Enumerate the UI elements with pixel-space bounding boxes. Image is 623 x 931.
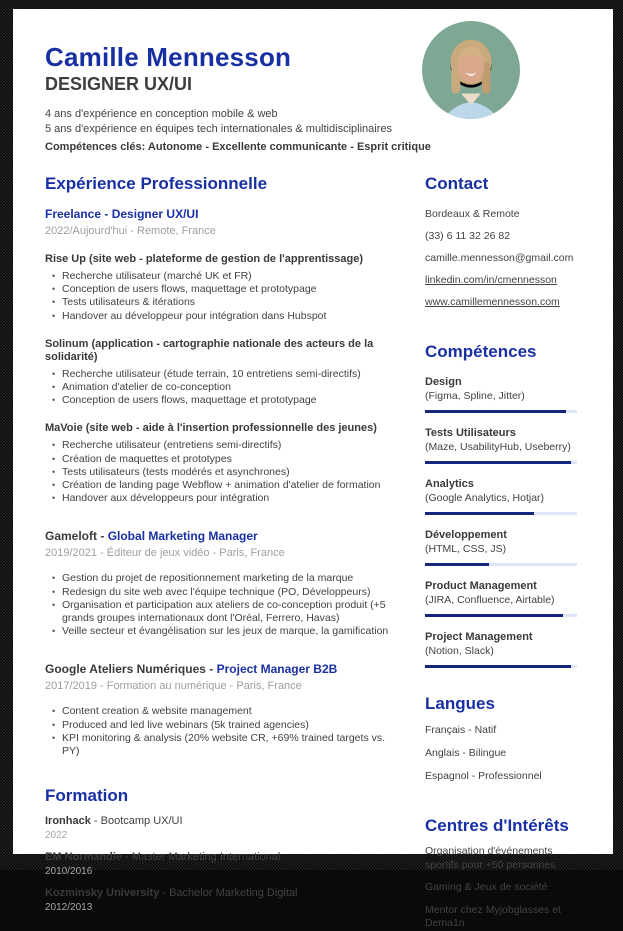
job-entry xyxy=(45,207,397,505)
skill-level-bar xyxy=(425,563,577,566)
key-skills-line: Compétences clés: Autonome - Excellente communicante - Esprit critique xyxy=(45,141,431,153)
contact-link[interactable]: linkedin.com/in/cmennesson xyxy=(425,274,557,286)
interets-section xyxy=(425,816,577,931)
skill-item xyxy=(425,376,577,413)
skill-level-bar xyxy=(425,410,577,413)
bullet-icon: • xyxy=(52,493,56,504)
bullet-text: Animation d'atelier de co-conception xyxy=(62,381,231,394)
bullet-text: Création de landing page Webflow + animation d'atelier de formation xyxy=(62,479,381,492)
skill-level-bar xyxy=(425,512,577,515)
person-name: Camille Mennesson xyxy=(45,42,292,72)
skill-level-bar xyxy=(425,614,577,617)
bullet-item xyxy=(45,310,397,323)
job-meta: 2017/2019 - Formation au numérique - Paris, France xyxy=(45,680,302,693)
bullet-text: Conception de users flows, maquettage et prototypage xyxy=(62,283,317,296)
resume-page xyxy=(13,9,613,929)
bullet-item xyxy=(45,572,397,585)
education-line xyxy=(45,887,397,900)
education-years: 2010/2016 xyxy=(45,866,93,878)
contact-lines xyxy=(425,208,577,309)
education-degree: - Bootcamp UX/UI xyxy=(90,815,183,828)
education-item xyxy=(45,815,397,842)
competences-heading: Compétences xyxy=(425,342,537,361)
job-entry xyxy=(45,529,397,638)
bullet-item xyxy=(45,453,397,466)
formation-items xyxy=(45,815,397,914)
skills-list xyxy=(425,376,577,668)
education-school: Kozminsky University xyxy=(45,887,160,900)
language-line: Espagnol - Professionnel xyxy=(425,770,542,782)
right-column xyxy=(425,174,577,931)
bullet-list xyxy=(45,368,397,408)
bullet-item xyxy=(45,625,397,638)
language-line: Anglais - Bilingue xyxy=(425,747,507,759)
langues-heading: Langues xyxy=(425,694,495,713)
summary-line: 5 ans d'expérience en équipes tech internationales & multidisciplinaires xyxy=(45,123,392,135)
job-meta: 2019/2021 - Éditeur de jeux vidéo - Paris, France xyxy=(45,547,285,560)
bullet-icon: • xyxy=(52,706,56,717)
content-columns xyxy=(13,174,613,931)
bullet-text: Conception de users flows, maquettage et prototypage xyxy=(62,394,317,407)
bullet-item xyxy=(45,466,397,479)
bullet-icon: • xyxy=(52,453,56,464)
bullet-icon: • xyxy=(52,626,56,637)
skill-tools: (Figma, Spline, Jitter) xyxy=(425,390,525,402)
bullet-text: Recherche utilisateur (marché UK et FR) xyxy=(62,270,252,282)
education-line xyxy=(45,815,397,828)
bullet-icon: • xyxy=(52,271,56,281)
bullet-item xyxy=(45,599,397,625)
skill-level-fill xyxy=(425,665,571,668)
job-role: Project Manager B2B xyxy=(216,662,338,677)
skill-level-fill xyxy=(425,410,566,413)
education-years: 2012/2013 xyxy=(45,902,93,914)
experience-heading: Expérience Professionnelle xyxy=(45,174,268,193)
job-company: Google Ateliers Numériques xyxy=(45,662,206,677)
bullet-item xyxy=(45,439,397,452)
job-title-separator: - xyxy=(97,529,108,544)
bullet-item xyxy=(45,586,397,599)
job-title-separator: - xyxy=(205,662,217,677)
education-degree: - Bachelor Marketing Digital xyxy=(159,887,298,900)
interets-heading: Centres d'Intérêts xyxy=(425,816,569,835)
interets-list xyxy=(425,845,577,931)
contact-line: Bordeaux & Remote xyxy=(425,208,520,220)
job-role: Global Marketing Manager xyxy=(107,529,258,544)
skill-level-fill xyxy=(425,512,534,515)
person-title: DESIGNER UX/UI xyxy=(45,74,193,94)
bullet-icon: • xyxy=(52,368,56,379)
bullet-item xyxy=(45,705,397,718)
bullet-icon: • xyxy=(52,382,56,393)
bullet-list xyxy=(45,439,397,505)
bullet-item xyxy=(45,394,397,407)
bullet-item xyxy=(45,296,397,309)
langues-list xyxy=(425,724,577,783)
skill-name: Tests Utilisateurs xyxy=(425,427,516,439)
contact-link[interactable]: www.camillemennesson.com xyxy=(425,296,560,308)
education-years: 2022 xyxy=(45,830,68,842)
bullet-icon: • xyxy=(52,440,56,451)
job-company: Freelance xyxy=(45,207,102,221)
skill-tools: (Notion, Slack) xyxy=(425,645,494,657)
skill-item xyxy=(425,478,577,515)
job-title xyxy=(45,529,397,543)
contact-heading: Contact xyxy=(425,174,489,193)
bullet-icon: • xyxy=(52,732,56,743)
bullet-icon: • xyxy=(52,284,56,295)
skill-level-bar xyxy=(425,665,577,668)
bullet-text: Gestion du projet de repositionnement marketing de la marque xyxy=(62,572,354,585)
skill-level-fill xyxy=(425,563,489,566)
education-school: EM Normandie xyxy=(45,851,123,864)
education-item xyxy=(45,887,397,914)
bullet-icon: • xyxy=(52,586,56,597)
bullet-text: Produced and led live webinars (5k trained agencies) xyxy=(62,718,309,731)
profile-photo xyxy=(422,21,520,119)
skill-name: Product Management xyxy=(425,580,537,592)
job-title xyxy=(45,207,397,221)
education-school: Ironhack xyxy=(45,815,91,828)
skill-level-bar xyxy=(425,461,577,464)
interest-line: Organisation d'événements sportifs pour +50 personnes xyxy=(425,845,556,871)
bullet-item xyxy=(45,381,397,394)
bullet-item xyxy=(45,270,397,283)
bullet-item xyxy=(45,368,397,381)
skill-name: Project Management xyxy=(425,631,533,643)
skill-level-fill xyxy=(425,614,563,617)
left-column xyxy=(45,174,397,931)
job-title xyxy=(45,662,397,676)
job-role: Designer UX/UI xyxy=(111,207,199,221)
job-entry xyxy=(45,662,397,758)
formation-heading: Formation xyxy=(45,786,129,806)
bullet-text: Handover aux développeurs pour intégration xyxy=(62,492,270,505)
langues-section xyxy=(425,694,577,783)
skill-name: Analytics xyxy=(425,478,474,490)
bullet-icon: • xyxy=(52,395,56,406)
bullet-icon: • xyxy=(52,719,56,730)
skill-name: Design xyxy=(425,376,462,388)
job-title-separator: - xyxy=(101,207,112,221)
bullet-icon: • xyxy=(52,573,56,584)
bullet-item xyxy=(45,479,397,492)
bullet-text: Organisation et participation aux ateliers de co-conception produit (+5 grands groupes internationaux dont l'Oréal, Ferrero, Havas) xyxy=(62,598,386,625)
experience-jobs xyxy=(45,207,397,758)
education-degree: - Master Marketing International xyxy=(122,851,281,864)
skill-tools: (Google Analytics, Hotjar) xyxy=(425,492,545,504)
bullet-list xyxy=(45,572,397,638)
bullet-text: Tests utilisateurs (tests modérés et asynchrones) xyxy=(62,465,290,478)
bullet-text: Redesign du site web avec l'équipe technique (PO, Développeurs) xyxy=(62,585,371,598)
summary-line: 4 ans d'expérience en conception mobile & web xyxy=(45,108,278,120)
bullet-text: Création de maquettes et prototypes xyxy=(62,452,232,465)
language-line: Français - Natif xyxy=(425,724,497,736)
project-title: Solinum (application - cartographie nationale des acteurs de la solidarité) xyxy=(45,337,374,363)
competences-section xyxy=(425,342,577,668)
resume-header xyxy=(13,9,613,155)
bullet-text: Tests utilisateurs & itérations xyxy=(62,296,196,309)
skill-tools: (HTML, CSS, JS) xyxy=(425,543,507,555)
skill-item xyxy=(425,529,577,566)
skill-tools: (Maze, UsabilityHub, Useberry) xyxy=(425,441,571,453)
bullet-item xyxy=(45,492,397,505)
bullet-icon: • xyxy=(52,599,56,610)
bullet-item xyxy=(45,719,397,732)
interest-line: Gaming & Jeux de société xyxy=(425,881,548,893)
bullet-text: Handover au développeur pour intégration dans Hubspot xyxy=(62,309,327,322)
bullet-list xyxy=(45,705,397,758)
bullet-text: Recherche utilisateur (entretiens semi-directifs) xyxy=(62,439,282,452)
skill-name: Développement xyxy=(425,529,507,541)
skill-level-fill xyxy=(425,461,571,464)
bullet-text: Veille secteur et évangélisation sur les jeux de marque, la gamification xyxy=(62,625,389,638)
bullet-item xyxy=(45,283,397,296)
education-line xyxy=(45,851,397,864)
bullet-icon: • xyxy=(52,466,56,477)
contact-line: camille.mennesson@gmail.com xyxy=(425,252,574,264)
project-title: Rise Up (site web - plateforme de gestion de l'apprentissage) xyxy=(45,253,364,265)
skill-item xyxy=(425,427,577,464)
summary xyxy=(45,107,613,137)
contact-line: (33) 6 11 32 26 82 xyxy=(425,230,511,242)
bullet-icon: • xyxy=(52,297,56,308)
interest-line: Mentor chez Myjobglasses et Dema1n xyxy=(425,903,561,929)
project-title: MaVoie (site web - aide à l'insertion professionnelle des jeunes) xyxy=(45,422,377,435)
bullet-icon: • xyxy=(52,480,56,491)
bullet-item xyxy=(45,732,397,758)
job-meta: 2022/Aujourd'hui - Remote, France xyxy=(45,225,216,237)
skill-tools: (JIRA, Confluence, Airtable) xyxy=(425,594,555,606)
bullet-text: KPI monitoring & analysis (20% website CR, +69% trained targets vs. PY) xyxy=(62,731,386,758)
education-item xyxy=(45,851,397,878)
formation-section xyxy=(45,786,397,914)
job-company: Gameloft xyxy=(45,529,98,544)
bullet-text: Recherche utilisateur (étude terrain, 10 entretiens semi-directifs) xyxy=(62,367,361,380)
skill-item xyxy=(425,631,577,668)
bullet-icon: • xyxy=(52,310,56,321)
bullet-text: Content creation & website management xyxy=(62,705,252,718)
skill-item xyxy=(425,580,577,617)
bullet-list xyxy=(45,270,397,323)
